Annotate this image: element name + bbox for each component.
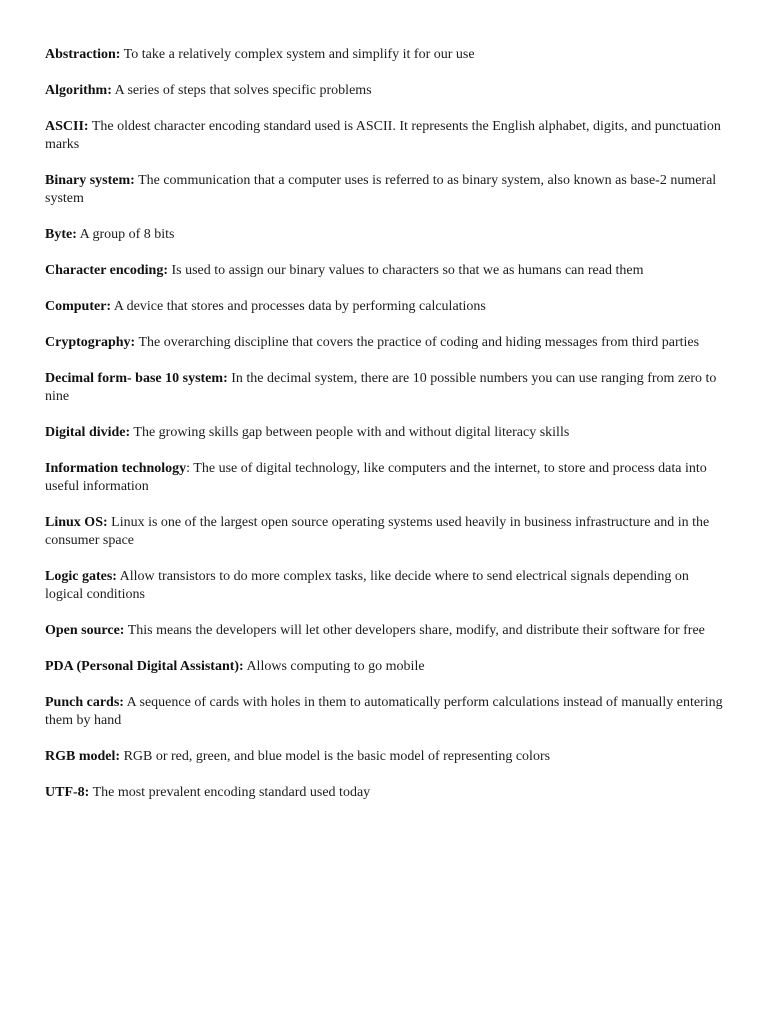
definition: RGB or red, green, and blue model is the basic model of representing colors: [120, 749, 551, 764]
glossary-entry-linux-os: [45, 514, 730, 550]
glossary-entry-open-source: [45, 622, 730, 640]
definition: Is used to assign our binary values to characters so that we as humans can read them: [168, 263, 644, 278]
term: Punch cards:: [45, 695, 124, 710]
definition: The growing skills gap between people with and without digital literacy skills: [130, 425, 570, 440]
term: UTF-8:: [45, 785, 90, 800]
definition: Allows computing to go mobile: [243, 659, 425, 674]
definition: The overarching discipline that covers the practice of coding and hiding messages from third parties: [135, 335, 700, 350]
glossary-entry-cryptography: [45, 334, 730, 352]
term: Digital divide:: [45, 425, 131, 440]
term: Information technology: [45, 461, 187, 476]
term: Byte:: [45, 227, 77, 242]
definition: The most prevalent encoding standard used today: [89, 785, 371, 800]
glossary-entry-punch-cards: [45, 694, 730, 730]
definition: The oldest character encoding standard used is ASCII. It represents the English alphabet, digits, and punctuation marks: [45, 119, 721, 152]
term: Decimal form- base 10 system:: [45, 371, 228, 386]
glossary-entry-pda: [45, 658, 730, 676]
term: Linux OS:: [45, 515, 108, 530]
glossary-entry-rgb-model: [45, 748, 730, 766]
glossary-entry-byte: [45, 226, 730, 244]
term: Binary system:: [45, 173, 135, 188]
definition: : The use of digital technology, like computers and the internet, to store and process data into useful information: [45, 461, 707, 494]
definition: Allow transistors to do more complex tasks, like decide where to send electrical signals depending on logical conditions: [45, 569, 689, 602]
definition: Linux is one of the largest open source operating systems used heavily in business infrastructure and in the consumer space: [45, 515, 710, 548]
glossary-entry-digital-divide: [45, 424, 730, 442]
glossary-entry-algorithm: [45, 82, 730, 100]
glossary-entry-abstraction: [45, 46, 730, 64]
term: ASCII:: [45, 119, 89, 134]
glossary-entry-logic-gates: [45, 568, 730, 604]
term: Abstraction:: [45, 47, 121, 62]
definition: A group of 8 bits: [76, 227, 175, 242]
term: Cryptography:: [45, 335, 136, 350]
definition: A device that stores and processes data by performing calculations: [111, 299, 486, 314]
definition: This means the developers will let other developers share, modify, and distribute their software for free: [124, 623, 705, 638]
glossary-document: [45, 46, 730, 820]
glossary-entry-ascii: [45, 118, 730, 154]
glossary-entry-computer: [45, 298, 730, 316]
term: Logic gates:: [45, 569, 117, 584]
glossary-entry-binary-system: [45, 172, 730, 208]
term: RGB model:: [45, 749, 121, 764]
definition: In the decimal system, there are 10 possible numbers you can use ranging from zero to nine: [45, 371, 717, 404]
term: Open source:: [45, 623, 125, 638]
glossary-entry-information-technology: [45, 460, 730, 496]
term: Character encoding:: [45, 263, 168, 278]
term: Algorithm:: [45, 83, 112, 98]
glossary-entry-decimal-form: [45, 370, 730, 406]
definition: To take a relatively complex system and simplify it for our use: [120, 47, 475, 62]
glossary-entry-utf-8: [45, 784, 730, 802]
term: PDA (Personal Digital Assistant):: [45, 659, 244, 674]
definition: The communication that a computer uses is referred to as binary system, also known as base-2 numeral system: [45, 173, 717, 206]
definition: A series of steps that solves specific problems: [111, 83, 372, 98]
glossary-entry-character-encoding: [45, 262, 730, 280]
definition: A sequence of cards with holes in them to automatically perform calculations instead of manually entering them by hand: [45, 695, 723, 728]
term: Computer:: [45, 299, 112, 314]
